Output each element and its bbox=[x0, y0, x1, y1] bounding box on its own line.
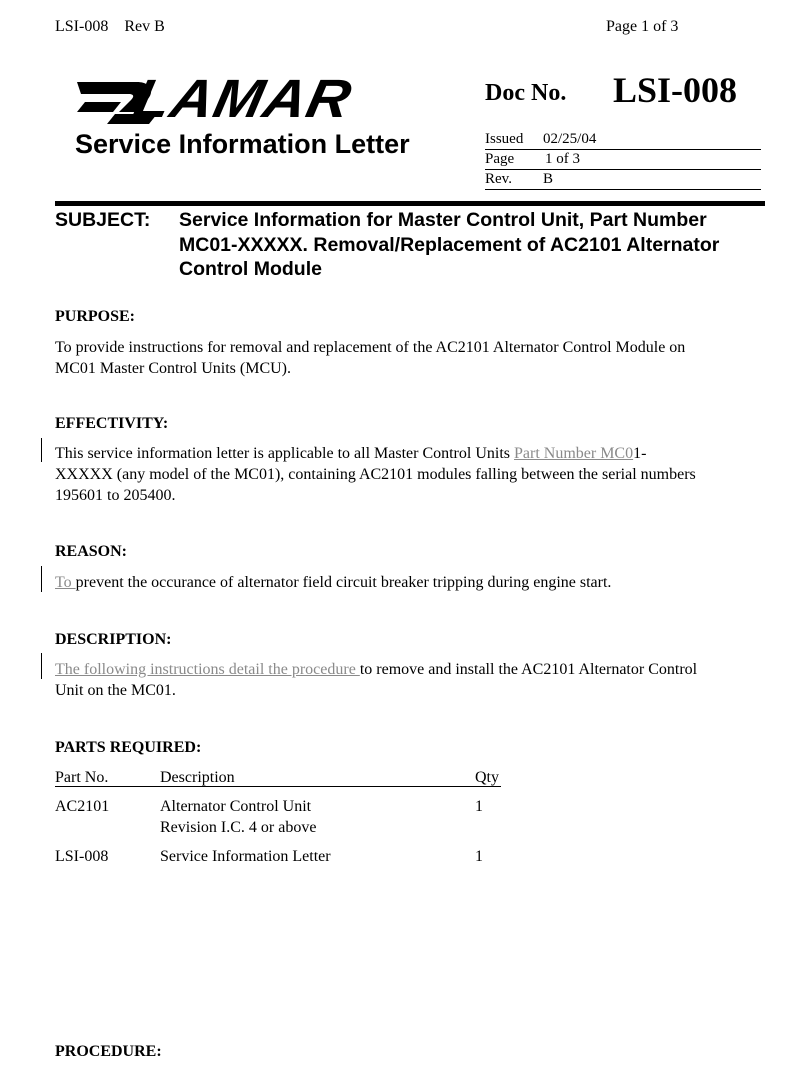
reason-revised-text: To bbox=[55, 574, 76, 591]
purpose-heading: PURPOSE: bbox=[55, 308, 135, 325]
description-heading: DESCRIPTION: bbox=[55, 631, 172, 648]
effectivity-revised-text: Part Number MC0 bbox=[514, 445, 634, 462]
description-revised-text: The following instructions detail the procedure bbox=[55, 661, 360, 678]
logo-tagline: Service Information Letter bbox=[75, 129, 410, 159]
parts-col-description: Description bbox=[160, 769, 235, 786]
subject-line-2: MC01-XXXXX. Removal/Replacement of AC2101 Alternator bbox=[179, 233, 720, 256]
logo-brand-text: LAMAR bbox=[128, 69, 358, 129]
effectivity-body bbox=[55, 443, 775, 506]
effectivity-text: This service information letter is applicable to all Master Control Units bbox=[55, 445, 514, 462]
subject-label: SUBJECT: bbox=[55, 209, 151, 231]
effectivity-line-1 bbox=[55, 443, 775, 464]
parts-row-1-part: AC2101 bbox=[55, 798, 110, 815]
header-divider bbox=[55, 201, 765, 206]
purpose-line-2: MC01 Master Control Units (MCU). bbox=[55, 360, 291, 377]
parts-row-2-qty: 1 bbox=[475, 848, 483, 865]
revision-change-bar bbox=[41, 653, 42, 679]
doc-issued-row bbox=[485, 131, 761, 150]
parts-heading: PARTS REQUIRED: bbox=[55, 739, 202, 756]
parts-row-1-qty: 1 bbox=[475, 798, 483, 815]
running-header-right: Page 1 of 3 bbox=[606, 18, 679, 35]
running-header-left: LSI-008 Rev B bbox=[55, 18, 165, 35]
doc-rev-row bbox=[485, 171, 761, 190]
revision-change-bar bbox=[41, 438, 42, 462]
procedure-heading: PROCEDURE: bbox=[55, 1043, 162, 1060]
parts-row-1-desc-line-1: Alternator Control Unit bbox=[160, 798, 312, 815]
parts-col-part: Part No. bbox=[55, 769, 109, 786]
page-label: Page bbox=[485, 151, 515, 167]
issued-label: Issued bbox=[485, 131, 524, 147]
doc-no-label: Doc No. bbox=[485, 80, 567, 106]
subject-text bbox=[179, 208, 779, 282]
effectivity-line-3: 195601 to 205400. bbox=[55, 487, 176, 504]
effectivity-heading: EFFECTIVITY: bbox=[55, 415, 169, 432]
doc-no-value: LSI-008 bbox=[613, 70, 738, 110]
reason-body bbox=[55, 572, 775, 593]
parts-row-2-desc: Service Information Letter bbox=[160, 848, 331, 865]
description-body bbox=[55, 659, 785, 701]
description-text: to remove and install the AC2101 Alternator Control bbox=[359, 661, 698, 678]
rev-value: B bbox=[543, 171, 554, 187]
lamar-logo bbox=[75, 69, 420, 130]
purpose-body bbox=[55, 337, 775, 379]
effectivity-text-end: 1- bbox=[633, 445, 647, 462]
purpose-line-1: To provide instructions for removal and replacement of the AC2101 Alternator Control Module on bbox=[55, 339, 686, 356]
parts-row-1-desc bbox=[160, 796, 316, 838]
reason-heading: REASON: bbox=[55, 543, 128, 560]
rev-label: Rev. bbox=[485, 171, 512, 187]
parts-row-2-part: LSI-008 bbox=[55, 848, 109, 865]
reason-text: prevent the occurance of alternator field circuit breaker tripping during engine start. bbox=[75, 574, 612, 591]
subject-line-3: Control Module bbox=[179, 258, 322, 280]
parts-row-1-desc-line-2: Revision I.C. 4 or above bbox=[160, 819, 317, 836]
effectivity-line-2: XXXXX (any model of the MC01), containing AC2101 modules falling between the serial numbers bbox=[55, 466, 696, 483]
description-line-1 bbox=[55, 659, 785, 680]
parts-table-header-rule bbox=[55, 786, 501, 787]
page-value: 1 of 3 bbox=[545, 151, 580, 167]
revision-change-bar bbox=[41, 566, 42, 592]
doc-page-row bbox=[485, 151, 761, 170]
subject-line-1: Service Information for Master Control Unit, Part Number bbox=[179, 209, 707, 231]
issued-value: 02/25/04 bbox=[543, 131, 597, 147]
description-line-2: Unit on the MC01. bbox=[55, 682, 176, 699]
parts-col-qty: Qty bbox=[475, 769, 499, 786]
